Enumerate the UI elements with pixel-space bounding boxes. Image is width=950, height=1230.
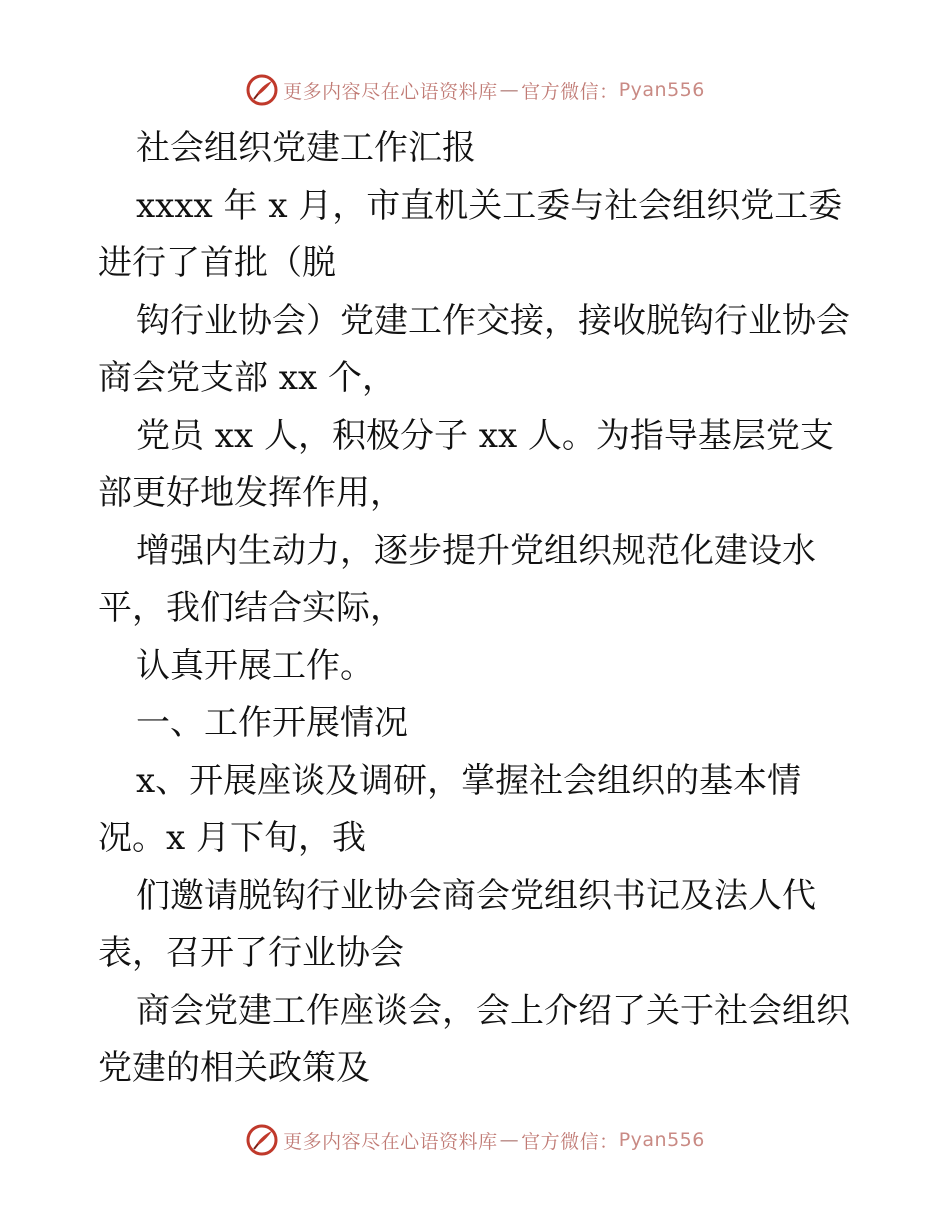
- document-body: [98, 120, 858, 1098]
- document-line: 增强内生动力，逐步提升党组织规范化建设水: [136, 530, 816, 571]
- watermark-wechat-id: Pyan556: [618, 79, 705, 101]
- red-circle-feather-logo-icon: [245, 73, 279, 107]
- document-line: 况。x 月下旬，我: [98, 818, 366, 858]
- document-line: 党建的相关政策及: [98, 1048, 370, 1088]
- red-circle-feather-logo-icon: [245, 1123, 279, 1157]
- watermark-wechat-label: 官方微信：: [521, 1130, 619, 1153]
- document-line: 认真开展工作。: [136, 645, 374, 686]
- document-line: 部更好地发挥作用，: [98, 473, 404, 513]
- watermark-separator: —: [499, 79, 520, 101]
- document-line: 进行了首批（脱: [98, 243, 336, 283]
- watermark-main-text: 更多内容尽在心语资料库: [283, 80, 498, 103]
- document-line: 钩行业协会）党建工作交接，接收脱钩行业协会: [136, 300, 850, 341]
- document-line: x、开展座谈及调研，掌握社会组织的基本情: [136, 760, 802, 801]
- document-line: 商会党支部 xx 个，: [98, 358, 396, 398]
- document-line: 表，召开了行业协会: [98, 933, 404, 973]
- document-line: 们邀请脱钩行业协会商会党组织书记及法人代: [136, 875, 816, 916]
- watermark-wechat-label: 官方微信：: [521, 80, 619, 103]
- document-line: 商会党建工作座谈会，会上介绍了关于社会组织: [136, 990, 850, 1031]
- watermark-separator: —: [499, 1129, 520, 1151]
- footer-watermark: [0, 1120, 950, 1160]
- document-line: 社会组织党建工作汇报: [136, 128, 476, 168]
- document-line: 党员 xx 人，积极分子 xx 人。为指导基层党支: [136, 415, 834, 456]
- document-line: 平，我们结合实际，: [98, 588, 404, 628]
- watermark-main-text: 更多内容尽在心语资料库: [283, 1130, 498, 1153]
- document-line: 一、工作开展情况: [136, 703, 408, 743]
- header-watermark: [0, 70, 950, 110]
- document-line: xxxx 年 x 月，市直机关工委与社会组织党工委: [136, 185, 843, 226]
- watermark-wechat-id: Pyan556: [618, 1129, 705, 1151]
